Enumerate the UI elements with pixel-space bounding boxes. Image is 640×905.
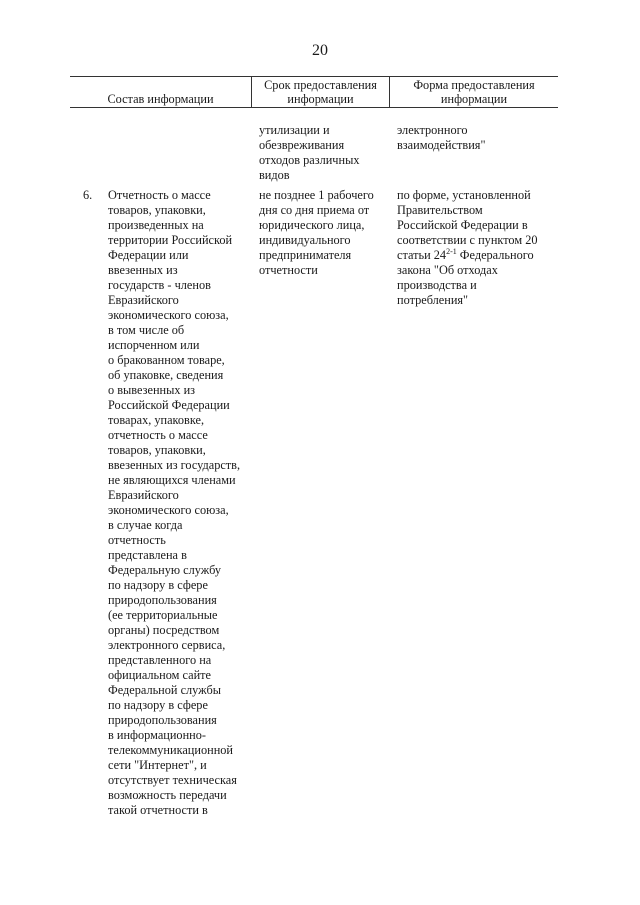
continued-form-cell: электронного взаимодействия" — [397, 123, 486, 152]
header-form-label: Форма предоставления информации — [413, 77, 535, 106]
header-deadline-label: Срок предоставления информации — [264, 77, 377, 106]
header-deadline — [252, 78, 389, 107]
page-number: 20 — [312, 42, 328, 59]
row-number: 6. — [83, 188, 93, 202]
header-form — [390, 78, 558, 107]
table-header-rule — [70, 107, 558, 108]
header-composition — [70, 78, 251, 107]
row6-form-text-part1: по форме, установленной Правительством Российской Федерации в соответствии с пунктом 20 статьи 24 — [397, 188, 538, 262]
header-composition-label: Состав информации — [107, 91, 214, 106]
row6-form-cell — [397, 188, 538, 308]
row6-form-text-part2: Федерального закона "Об отходах производства и потребления" — [397, 248, 534, 307]
row6-deadline-cell: не позднее 1 рабочего дня со дня приема от юридического лица, индивидуального предпринимателя отчетности — [259, 188, 374, 277]
row6-composition-cell: Отчетность о массе товаров, упаковки, произведенных на территории Российской Федерации или ввезенных из государств - членов Евразийского экономического союза, в том числе об испорченном или о бракованном товаре, об упаковке, сведения о вывезенных из Российской Федерации товарах, упаковке, отчетность о массе товаров, упаковки, ввезенных из государств, не являющихся членами Евразийского экономического союза, в случае когда отчетность представлена в Федеральную службу по надзору в сфере природопользования (ее территориальные органы) посредством электронного сервиса, представленного на официальном сайте Федеральной службы по надзору в сфере природопользования в информационно- телекоммуникационной сети "Интернет", и отсутствует техническая возможность передачи такой отчетности в — [108, 188, 241, 817]
continued-deadline-cell: утилизации и обезвреживания отходов различных видов — [259, 123, 360, 182]
superscript-article-suffix: 2-1 — [446, 246, 457, 256]
